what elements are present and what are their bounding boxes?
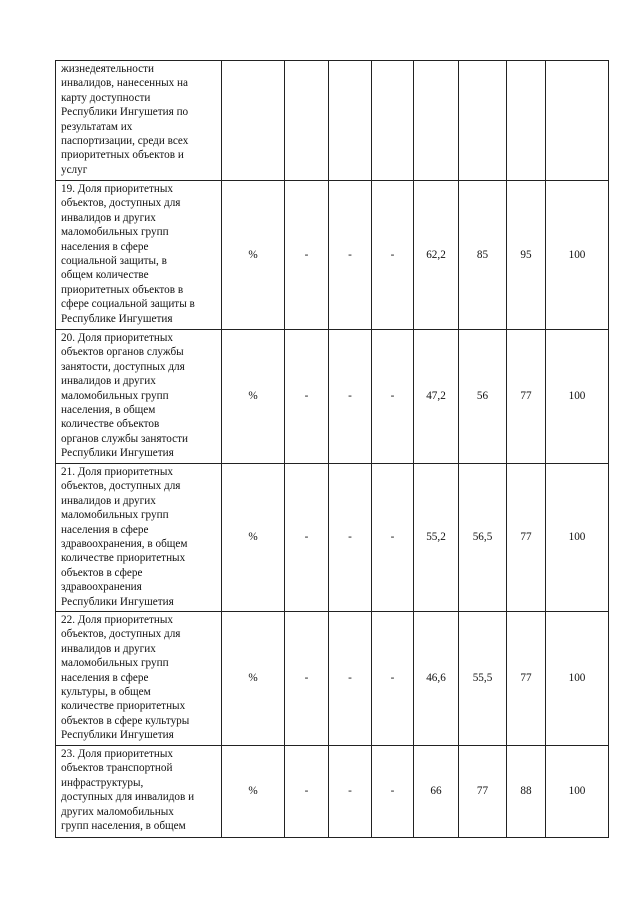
table-row	[56, 181, 609, 330]
value-cell: 100	[546, 464, 609, 612]
indicator-name: 22. Доля приоритетных объектов, доступных для инвалидов и других маломобильных групп населения в сфере культуры, в общем количестве приоритетных объектов в сфере культуры Республики Ингушетия	[61, 614, 190, 742]
value-cell: -	[372, 464, 414, 612]
unit-cell	[222, 61, 285, 181]
indicator-name-cell	[56, 612, 222, 746]
value-cell: 55,2	[414, 464, 459, 612]
value-cell: 77	[507, 330, 546, 464]
indicator-name: жизнедеятельности инвалидов, нанесенных на карту доступности Республики Ингушетия по результатам их паспортизации, среди всех приоритетных объектов и услуг	[61, 63, 189, 176]
value-cell: 77	[507, 464, 546, 612]
indicator-name: 20. Доля приоритетных объектов органов службы занятости, доступных для инвалидов и других маломобильных групп населения, в общем количестве объектов органов службы занятости Республики Ингушетия	[61, 332, 188, 460]
value-cell: -	[372, 746, 414, 838]
indicator-name-cell	[56, 61, 222, 181]
unit-cell: %	[222, 181, 285, 330]
value-cell	[546, 61, 609, 181]
indicator-name: 23. Доля приоритетных объектов транспортной инфраструктуры, доступных для инвалидов и других маломобильных групп населения, в общем	[61, 748, 195, 833]
indicator-name-cell	[56, 181, 222, 330]
value-cell: -	[372, 330, 414, 464]
table-row	[56, 746, 609, 838]
unit-cell: %	[222, 330, 285, 464]
value-cell: 56	[459, 330, 507, 464]
value-cell: 66	[414, 746, 459, 838]
value-cell: -	[285, 330, 329, 464]
indicator-name-cell	[56, 464, 222, 612]
value-cell: -	[329, 612, 372, 746]
indicators-table	[55, 60, 609, 838]
value-cell	[372, 61, 414, 181]
table-row	[56, 464, 609, 612]
value-cell: 55,5	[459, 612, 507, 746]
table-row	[56, 61, 609, 181]
value-cell: -	[372, 612, 414, 746]
value-cell: 100	[546, 746, 609, 838]
table-row	[56, 330, 609, 464]
value-cell	[329, 61, 372, 181]
value-cell: 100	[546, 330, 609, 464]
value-cell: -	[329, 330, 372, 464]
value-cell: 77	[507, 612, 546, 746]
table-row	[56, 612, 609, 746]
unit-cell: %	[222, 464, 285, 612]
value-cell: 46,6	[414, 612, 459, 746]
unit-cell: %	[222, 612, 285, 746]
value-cell: 85	[459, 181, 507, 330]
value-cell: 77	[459, 746, 507, 838]
value-cell: -	[329, 464, 372, 612]
value-cell: -	[285, 612, 329, 746]
value-cell: 47,2	[414, 330, 459, 464]
value-cell: -	[285, 746, 329, 838]
value-cell: -	[285, 181, 329, 330]
value-cell: 88	[507, 746, 546, 838]
unit-cell: %	[222, 746, 285, 838]
indicator-name: 19. Доля приоритетных объектов, доступных для инвалидов и других маломобильных групп населения в сфере социальной защиты, в общем количестве приоритетных объектов в сфере социальной защиты в Республике Ингушетия	[61, 183, 195, 325]
value-cell	[285, 61, 329, 181]
value-cell: 100	[546, 181, 609, 330]
value-cell: 100	[546, 612, 609, 746]
value-cell	[507, 61, 546, 181]
value-cell: -	[285, 464, 329, 612]
value-cell: 95	[507, 181, 546, 330]
value-cell	[414, 61, 459, 181]
value-cell: -	[329, 746, 372, 838]
value-cell: -	[329, 181, 372, 330]
indicator-name-cell	[56, 330, 222, 464]
indicator-name: 21. Доля приоритетных объектов, доступных для инвалидов и других маломобильных групп населения в сфере здравоохранения, в общем количестве приоритетных объектов в сфере здравоохранения Республики Ингушетия	[61, 466, 188, 608]
value-cell: -	[372, 181, 414, 330]
indicator-name-cell	[56, 746, 222, 838]
value-cell: 56,5	[459, 464, 507, 612]
value-cell	[459, 61, 507, 181]
value-cell: 62,2	[414, 181, 459, 330]
